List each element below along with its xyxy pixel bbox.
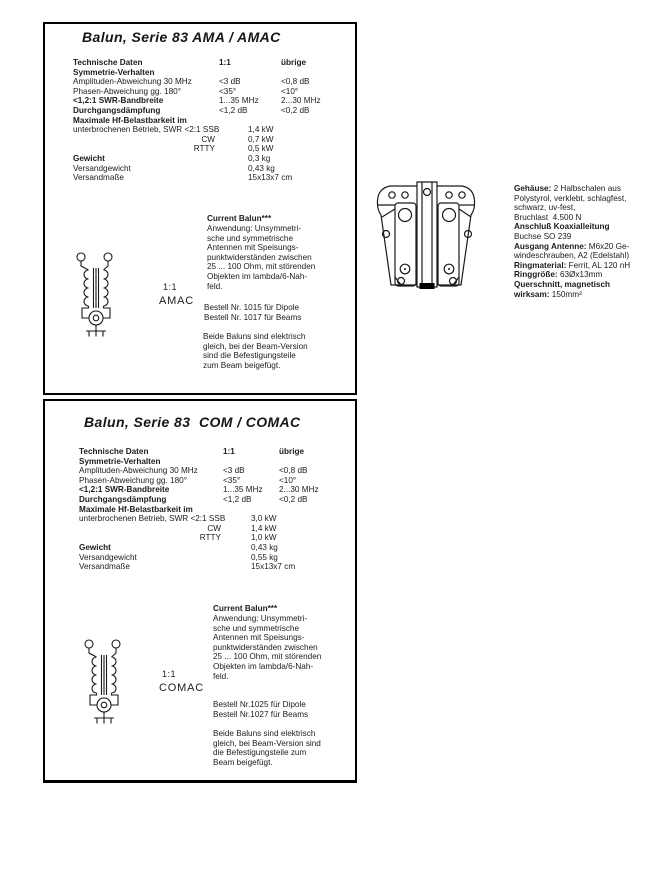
spec-value: <35°: [219, 86, 237, 96]
spec-text: Polystyrol, verklebt, schlagfest,: [514, 193, 627, 203]
spec-label: Phasen-Abweichung gg. 180°: [79, 475, 187, 485]
text-line: sind die Befestigungsteile: [203, 351, 296, 361]
table-row: [79, 562, 347, 572]
text-line: [514, 213, 656, 223]
spec-value: 0,43 kg: [251, 542, 278, 552]
text-line: [514, 184, 656, 194]
datasheet-box-com-comac: [43, 399, 357, 783]
order-line: Bestell Nr. 1015 für Dipole: [204, 303, 300, 312]
spec-value: 0,43 kg: [248, 163, 275, 173]
transformer-schematic-icon: [82, 637, 126, 729]
spec-term: Gehäuse:: [514, 184, 552, 193]
spec-value: 0,55 kg: [251, 552, 278, 562]
spec-value: <35°: [223, 475, 241, 485]
table-row: [73, 87, 341, 97]
spec-value: 0,3 kg: [248, 153, 271, 163]
spec-text: 150mm²: [549, 289, 582, 299]
spec-value: 15x13x7 cm: [248, 173, 293, 183]
spec-label: Symmetrie-Verhalten: [79, 456, 161, 466]
order-line: Bestell Nr.1025 für Dipole: [213, 700, 306, 709]
text-line: [514, 194, 656, 204]
table-row: [79, 533, 347, 543]
spec-value: 1,4 kW: [251, 523, 277, 533]
table-row: [73, 106, 341, 116]
table-row: [73, 77, 341, 87]
spec-label: unterbrochenen Betrieb, SWR <2:1 SSB: [73, 125, 220, 135]
spec-term: Ausgang Antenne:: [514, 241, 587, 251]
spec-text: windeschrauben, A2 (Edelstahl): [514, 251, 630, 261]
table-row: [79, 505, 347, 515]
spec-text: schwarz, uv-fest,: [514, 203, 576, 213]
text-line: [514, 222, 656, 232]
datasheet-box-ama-amac: [43, 22, 357, 395]
spec-value: <3 dB: [223, 466, 245, 476]
spec-value: <0,2 dB: [281, 105, 310, 115]
spec-label: Durchgangsdämpfung: [79, 494, 167, 504]
text-line: [514, 261, 656, 271]
spec-label: <1,2:1 SWR-Bandbreite: [73, 96, 164, 106]
table-row: [73, 116, 341, 126]
spec-text: M6x20 Ge-: [586, 241, 630, 251]
text-line: [514, 203, 656, 213]
current-balun-heading: Current Balun***: [207, 214, 272, 223]
text-line: feld.: [207, 281, 223, 291]
spec-term: Ringgröße:: [514, 270, 558, 280]
order-numbers: [204, 303, 301, 322]
text-line: Objekten im lambda/6-Nah-: [207, 271, 308, 281]
spec-label: Phasen-Abweichung gg. 180°: [73, 86, 181, 96]
spec-value: 0,7 kW: [248, 134, 274, 144]
table-row: [79, 447, 347, 457]
table-row: [79, 485, 347, 495]
text-line: Anwendung: Unsymmetri-: [213, 614, 308, 623]
table-row: [73, 173, 341, 183]
order-line: Bestell Nr. 1017 für Beams: [204, 312, 302, 322]
table-row: [79, 466, 347, 476]
spec-label: CW: [207, 523, 221, 533]
table-row: [73, 144, 341, 154]
spec-label: Durchgangsdämpfung: [73, 105, 161, 115]
spec-value: 1,4 kW: [248, 125, 274, 135]
text-line: [514, 242, 656, 252]
spec-label: Versandmaße: [79, 562, 130, 572]
spec-value: 15x13x7 cm: [251, 562, 296, 572]
text-line: gleich, bei Beam-Version sind: [213, 738, 321, 748]
housing-spec-note: [514, 184, 656, 299]
table-row: [79, 495, 347, 505]
text-line: Beide Baluns sind elektrisch: [213, 729, 316, 738]
spec-value: <1,2 dB: [219, 105, 248, 115]
spec-label: unterbrochenen Betrieb, SWR <2:1 SSB: [79, 514, 226, 524]
table-row: [73, 58, 341, 68]
text-line: sche und symmetrische: [213, 623, 300, 633]
text-line: [514, 270, 656, 280]
spec-label: Amplituden-Abweichung 30 MHz: [79, 466, 198, 476]
spec-label: Technische Daten: [79, 447, 149, 456]
text-line: 25 ... 100 Ohm, mit störenden: [213, 652, 322, 662]
spec-label: Maximale Hf-Belastbarkeit im: [79, 504, 193, 514]
page-title: Balun, Serie 83 COM / COMAC: [84, 414, 301, 430]
text-line: punktwiderständen zwischen: [213, 642, 318, 652]
text-line: Objekten im lambda/6-Nah-: [213, 661, 314, 671]
spec-label: Versandmaße: [73, 173, 124, 183]
spec-value: <10°: [281, 86, 299, 96]
spec-text: Ferrit, AL 120 nH: [566, 260, 631, 270]
spec-term: Ringmaterial:: [514, 260, 567, 270]
spec-table: [73, 58, 341, 183]
current-balun-heading: Current Balun***: [213, 604, 278, 613]
text-line: Antennen mit Speisungs-: [207, 243, 299, 253]
spec-value: <10°: [279, 475, 297, 485]
spec-label: CW: [201, 134, 215, 144]
spec-term: Anschluß Koaxialleitung: [514, 222, 610, 232]
ratio-label: 1:1: [162, 669, 177, 679]
balun-housing-drawing: [374, 181, 478, 293]
text-line: sche und symmetrische: [207, 233, 294, 243]
table-row: [73, 125, 341, 135]
text-line: [514, 280, 656, 290]
spec-value: 1,0 kW: [251, 533, 277, 543]
spec-label: <1,2:1 SWR-Bandbreite: [79, 485, 170, 495]
spec-label: RTTY: [193, 144, 215, 154]
text-line: [514, 232, 656, 242]
spec-label: Versandgewicht: [73, 163, 131, 173]
table-row: [79, 553, 347, 563]
table-row: [79, 457, 347, 467]
transformer-schematic-icon: [74, 250, 118, 342]
spec-label: Gewicht: [73, 153, 105, 163]
text-line: 25 ... 100 Ohm, mit störenden: [207, 262, 316, 272]
version-note: [213, 729, 321, 767]
spec-text: Buchse SO 239: [514, 231, 572, 241]
text-line: punktwiderständen zwischen: [207, 252, 312, 262]
spec-label: Amplituden-Abweichung 30 MHz: [73, 77, 192, 87]
spec-value: <1,2 dB: [223, 494, 252, 504]
table-row: [73, 154, 341, 164]
table-row: [73, 135, 341, 145]
text-line: die Befestigungsteile zum: [213, 748, 307, 758]
spec-col-1-1: 1:1: [219, 58, 231, 67]
spec-value: <3 dB: [219, 77, 241, 87]
spec-text: 2 Halbschalen aus: [551, 184, 621, 193]
spec-label: Gewicht: [79, 542, 111, 552]
spec-col-1-1: 1:1: [223, 447, 235, 456]
spec-text: Bruchlast 4.500 N: [514, 212, 582, 222]
spec-term: Querschnitt, magnetisch: [514, 279, 610, 289]
table-row: [79, 543, 347, 553]
spec-value: <0,2 dB: [279, 494, 308, 504]
spec-term: wirksam:: [514, 289, 550, 299]
spec-col-uebrige: übrige: [281, 58, 307, 67]
ratio-label: 1:1: [163, 282, 178, 292]
order-line: Bestell Nr.1027 für Beams: [213, 709, 309, 719]
version-note: [203, 332, 308, 370]
text-line: Beam beigefügt.: [213, 757, 273, 767]
spec-label: Technische Daten: [73, 58, 143, 67]
text-line: feld.: [213, 671, 229, 681]
text-line: [514, 290, 656, 300]
text-line: Antennen mit Speisungs-: [213, 633, 305, 643]
spec-value: 1...35 MHz: [219, 96, 259, 106]
text-line: gleich, bei der Beam-Version: [203, 341, 308, 351]
text-line: [514, 251, 656, 261]
table-row: [79, 476, 347, 486]
text-line: Beide Baluns sind elektrisch: [203, 332, 306, 341]
spec-value: <0,8 dB: [279, 466, 308, 476]
model-label: AMAC: [159, 295, 194, 307]
application-text: [207, 224, 315, 291]
table-row: [79, 524, 347, 534]
spec-label: RTTY: [199, 533, 221, 543]
model-label: COMAC: [159, 682, 204, 694]
text-line: zum Beam beigefügt.: [203, 360, 281, 370]
text-line: Anwendung: Unsymmetri-: [207, 224, 302, 233]
spec-value: <0,8 dB: [281, 77, 310, 87]
table-row: [73, 164, 341, 174]
page-title: Balun, Serie 83 AMA / AMAC: [82, 29, 281, 45]
spec-table: [79, 447, 347, 572]
order-numbers: [213, 700, 308, 719]
spec-value: 3,0 kW: [251, 514, 277, 524]
table-row: [79, 514, 347, 524]
spec-label: Maximale Hf-Belastbarkeit im: [73, 115, 187, 125]
spec-label: Symmetrie-Verhalten: [73, 67, 155, 77]
spec-value: 1...35 MHz: [223, 485, 263, 495]
spec-text: 63Øx13mm: [557, 270, 603, 280]
spec-value: 2...30 MHz: [279, 485, 319, 495]
application-text: [213, 614, 321, 681]
table-row: [73, 68, 341, 78]
spec-col-uebrige: übrige: [279, 447, 305, 456]
spec-value: 0,5 kW: [248, 144, 274, 154]
table-row: [73, 96, 341, 106]
spec-label: Versandgewicht: [79, 552, 137, 562]
spec-value: 2...30 MHz: [281, 96, 321, 106]
